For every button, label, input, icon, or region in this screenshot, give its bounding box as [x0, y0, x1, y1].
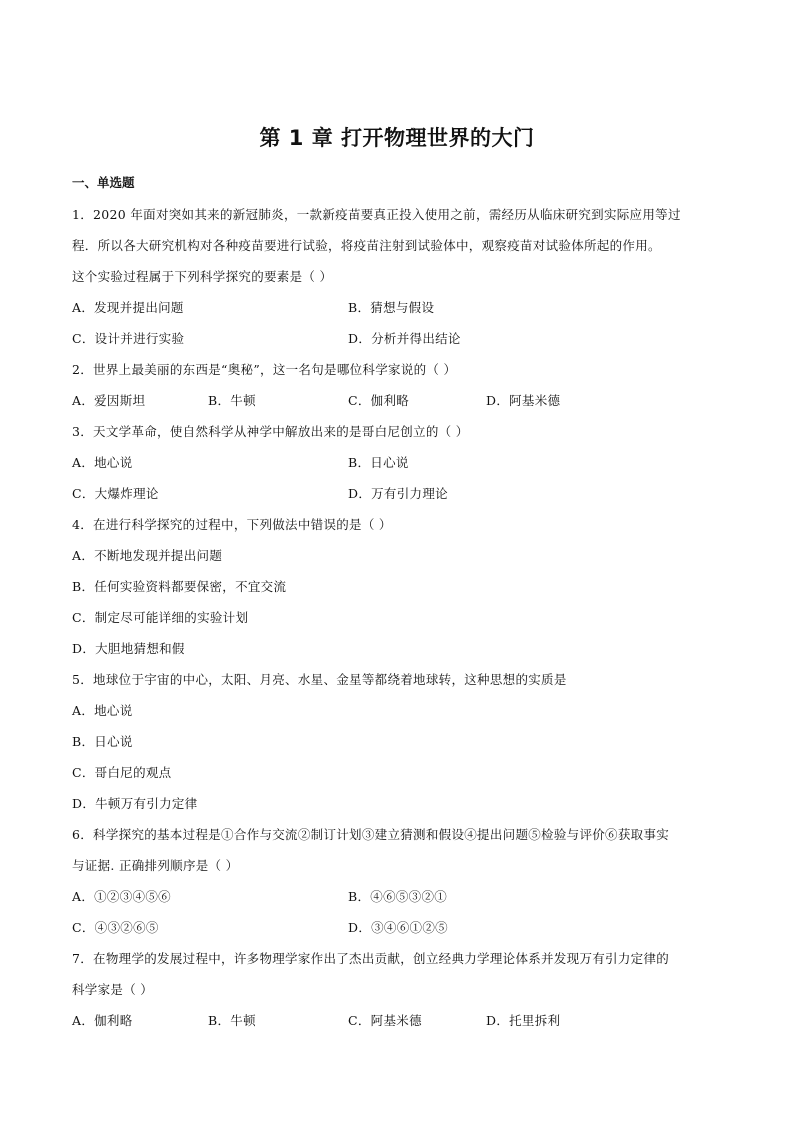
question-5-option-b: B．日心说 — [72, 734, 133, 749]
question-3-option-c: C．大爆炸理论 — [72, 486, 159, 501]
question-5-text: 5．地球位于宇宙的中心，太阳、月亮、水星、金星等都绕着地球转，这种思想的实质是 — [72, 672, 567, 687]
question-1-option-c: C．设计并进行实验 — [72, 331, 185, 346]
question-5-option-c: C．哥白尼的观点 — [72, 765, 172, 780]
question-2-option-a: A．爱因斯坦 — [72, 393, 146, 408]
question-6-option-a: A．①②③④⑤⑥ — [72, 889, 171, 904]
question-2-option-b: B．牛顿 — [208, 393, 256, 408]
question-4-option-a: A．不断地发现并提出问题 — [72, 548, 223, 563]
question-1-line-3: 这个实验过程属于下列科学探究的要素是（ ） — [72, 269, 333, 284]
question-6-option-b: B．④⑥⑤③②① — [348, 889, 448, 904]
question-2-text: 2．世界上最美丽的东西是“奥秘”，这一名句是哪位科学家说的（ ） — [72, 362, 457, 377]
question-5-option-d: D．牛顿万有引力定律 — [72, 796, 198, 811]
section-heading: 一、单选题 — [72, 175, 135, 190]
question-3-text: 3．天文学革命，使自然科学从神学中解放出来的是哥白尼创立的（ ） — [72, 424, 469, 439]
question-7-line-1: 7．在物理学的发展过程中，许多物理学家作出了杰出贡献，创立经典力学理论体系并发现万有引力定律的 — [72, 951, 670, 966]
question-4-option-b: B．任何实验资料都要保密，不宜交流 — [72, 579, 287, 594]
question-7-option-c: C．阿基米德 — [348, 1013, 422, 1028]
question-4-text: 4．在进行科学探究的过程中，下列做法中错误的是（ ） — [72, 517, 392, 532]
question-5-option-a: A．地心说 — [72, 703, 133, 718]
question-1-option-a: A．发现并提出问题 — [72, 300, 184, 315]
question-2-option-d: D．阿基米德 — [486, 393, 561, 408]
question-1-option-b: B．猜想与假设 — [348, 300, 435, 315]
question-1-line-1: 1．2020 年面对突如其来的新冠肺炎，一款新疫苗要真正投入使用之前，需经历从临床研究到实际应用等过 — [72, 207, 681, 222]
question-1-line-2: 程．所以各大研究机构对各种疫苗要进行试验，将疫苗注射到试验体中，观察疫苗对试验体所起的作用。 — [72, 238, 661, 253]
question-3-option-a: A．地心说 — [72, 455, 133, 470]
question-4-option-d: D．大胆地猜想和假 — [72, 641, 185, 656]
question-1-option-d: D．分析并得出结论 — [348, 331, 461, 346]
question-3-option-d: D．万有引力理论 — [348, 486, 448, 501]
question-6-option-d: D．③④⑥①②⑤ — [348, 920, 448, 935]
question-7-option-b: B．牛顿 — [208, 1013, 256, 1028]
question-7-option-a: A．伽利略 — [72, 1013, 133, 1028]
question-6-option-c: C．④③②⑥⑤ — [72, 920, 159, 935]
page-title: 第 1 章 打开物理世界的大门 — [259, 126, 535, 150]
question-7-option-d: D．托里拆利 — [486, 1013, 561, 1028]
question-6-line-1: 6．科学探究的基本过程是①合作与交流②制订计划③建立猜测和假设④提出问题⑤检验与评价⑥获取事实 — [72, 827, 670, 842]
question-7-line-2: 科学家是（ ） — [72, 982, 154, 997]
question-3-option-b: B．日心说 — [348, 455, 409, 470]
question-6-line-2: 与证据. 正确排列顺序是（ ） — [72, 858, 239, 873]
question-2-option-c: C．伽利略 — [348, 393, 410, 408]
question-4-option-c: C．制定尽可能详细的实验计划 — [72, 610, 249, 625]
